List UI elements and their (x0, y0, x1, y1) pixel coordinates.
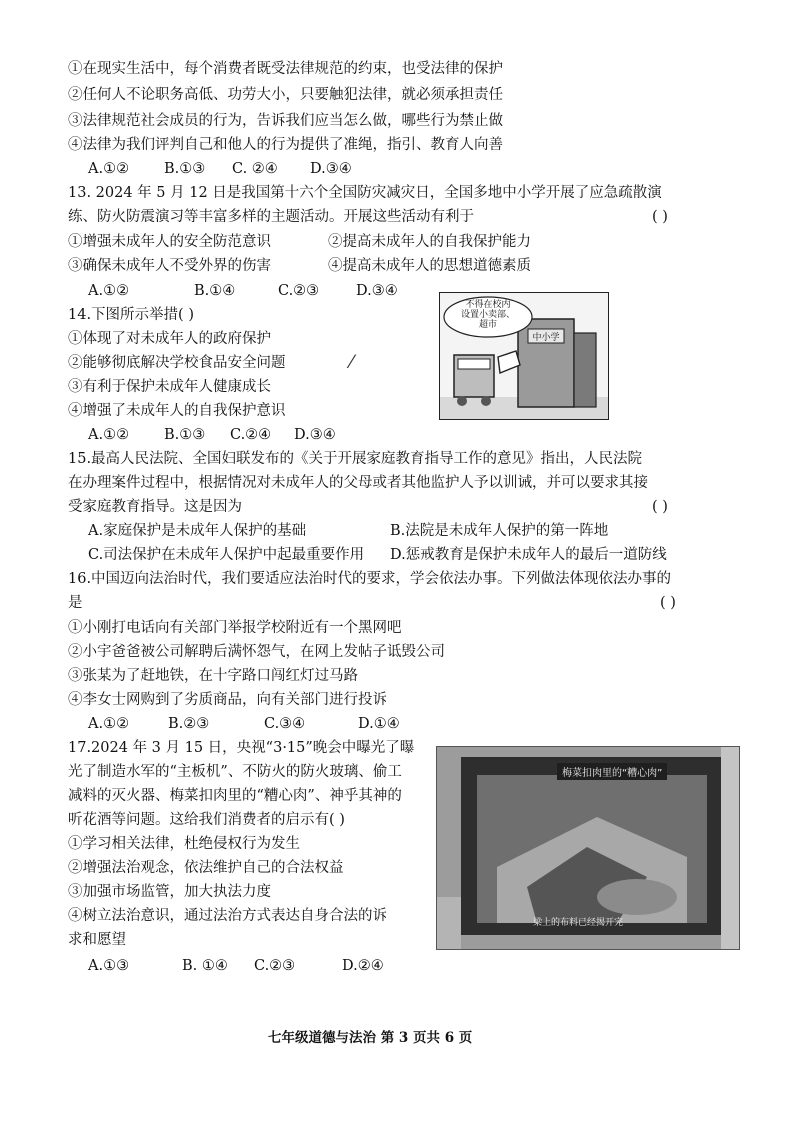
page-footer: 七年级道德与法治 第 3 页共 6 页 (268, 1030, 473, 1046)
q14-option-d: D.③④ (294, 427, 336, 443)
q17-option-d: D.②④ (342, 958, 384, 974)
q17-item-3: ③加强市场监管，加大执法力度 (68, 884, 271, 900)
q15-stem-1: 15.最高人民法院、全国妇联发布的《关于开展家庭教育指导工作的意见》指出，人民法院 (68, 451, 643, 467)
q12-option-b: B.①③ (164, 161, 206, 177)
q12-item-4: ④法律为我们评判自己和他人的行为提供了准绳，指引、教育人向善 (68, 137, 503, 153)
q14-item-1: ①体现了对未成年人的政府保护 (68, 331, 271, 347)
q13-item-4: ④提高未成年人的思想道德素质 (328, 258, 531, 274)
q15-option-b: B.法院是未成年人保护的第一阵地 (390, 523, 609, 539)
q13-option-d: D.③④ (356, 283, 398, 299)
school-sign: 中小学 (532, 333, 560, 343)
q16-stem-1: 16.中国迈向法治时代，我们要适应法治时代的要求，学会依法办事。下列做法体现依法办事的 (68, 571, 672, 587)
q17-item-4: ④树立法治意识，通过法治方式表达自身合法的诉 (68, 908, 387, 924)
q13-item-2: ②提高未成年人的自我保护能力 (328, 234, 531, 250)
q17-tv-screenshot-image (436, 746, 740, 950)
q16-item-4: ④李女士网购到了劣质商品，向有关部门进行投诉 (68, 692, 387, 708)
q15-stem-2: 在办理案件过程中，根据情况对未成年人的父母或者其他监护人予以训诫，并可以要求其接 (68, 475, 648, 491)
q14-item-3: ③有利于保护未成年人健康成长 (68, 379, 271, 395)
q14-option-b: B.①③ (164, 427, 206, 443)
q17-option-b: B. ①④ (182, 958, 228, 974)
tv-caption: 梁上的布料已经揭开完 (533, 918, 624, 928)
q13-answer-paren: ( ) (652, 209, 668, 225)
q13-stem-2: 练、防火防震演习等丰富多样的主题活动。开展这些活动有利于 (68, 209, 474, 225)
bubble-line-1: 不得在校内 (465, 300, 511, 310)
q12-option-c: C. ②④ (232, 161, 278, 177)
q13-stem-1: 13. 2024 年 5 月 12 日是我国第十六个全国防灾减灾日，全国多地中小学开展了应急疏散演 (68, 185, 662, 201)
q16-option-d: D.①④ (358, 716, 400, 732)
q17-stem-2: 光了制造水军的“主板机”、不防火的防火玻璃、偷工 (68, 764, 402, 780)
q17-stem-1: 17.2024 年 3 月 15 日，央视“3·15”晚会中曝光了曝 (68, 740, 415, 756)
q14-item-4: ④增强了未成年人的自我保护意识 (68, 403, 286, 419)
q12-item-1: ①在现实生活中，每个消费者既受法律规范的约束，也受法律的保护 (68, 61, 503, 77)
q16-item-2: ②小宇爸爸被公司解聘后满怀怨气，在网上发帖子诋毁公司 (68, 644, 445, 660)
q17-stem-4: 听花酒等问题。这给我们消费者的启示有( ) (68, 812, 345, 828)
q17-option-a: A.①③ (88, 958, 130, 974)
q14-cartoon-image (439, 292, 609, 420)
q16-option-a: A.①② (88, 716, 130, 732)
q14-option-c: C.②④ (230, 427, 272, 443)
q13-item-3: ③确保未成年人不受外界的伤害 (68, 258, 271, 274)
q16-item-3: ③张某为了赶地铁，在十字路口闯红灯过马路 (68, 668, 358, 684)
bubble-line-3: 超市 (478, 320, 497, 330)
q17-stem-3: 减料的灭火器、梅菜扣肉里的“糟心肉”、神乎其神的 (68, 788, 402, 804)
q14-option-a: A.①② (88, 427, 130, 443)
bubble-line-2: 设置小卖部、 (460, 310, 515, 320)
q14-item-2: ②能够彻底解决学校食品安全问题 (68, 355, 286, 371)
q13-option-a: A.①② (88, 283, 130, 299)
q16-answer-paren: ( ) (660, 595, 676, 611)
q13-item-1: ①增强未成年人的安全防范意识 (68, 234, 271, 250)
q16-option-c: C.③④ (264, 716, 306, 732)
tv-title-banner: 梅菜扣肉里的“糟心肉” (557, 763, 667, 780)
pencil-mark: ⁄ (350, 352, 354, 373)
cartoon-bubble (452, 300, 524, 330)
q16-item-1: ①小刚打电话向有关部门举报学校附近有一个黑网吧 (68, 620, 402, 636)
q16-stem-2: 是 (68, 595, 83, 611)
q12-option-d: D.③④ (310, 161, 352, 177)
q17-item-1: ①学习相关法律，杜绝侵权行为发生 (68, 836, 300, 852)
q12-item-2: ②任何人不论职务高低、功劳大小，只要触犯法律，就必须承担责任 (68, 87, 503, 103)
q15-option-a: A.家庭保护是未成年人保护的基础 (88, 523, 307, 539)
q15-option-c: C.司法保护在未成年人保护中起最重要作用 (88, 547, 365, 563)
q16-option-b: B.②③ (168, 716, 210, 732)
q17-option-c: C.②③ (254, 958, 296, 974)
q15-option-d: D.惩戒教育是保护未成年人的最后一道防线 (390, 547, 667, 563)
q13-option-b: B.①④ (194, 283, 236, 299)
q15-answer-paren: ( ) (652, 499, 668, 515)
q13-option-c: C.②③ (278, 283, 320, 299)
q12-option-a: A.①② (88, 161, 130, 177)
q17-item-2: ②增强法治观念，依法维护自己的合法权益 (68, 860, 344, 876)
q14-stem: 14.下图所示举措( ) (68, 307, 194, 323)
q12-item-3: ③法律规范社会成员的行为，告诉我们应当怎么做，哪些行为禁止做 (68, 113, 503, 129)
q17-item-4-cont: 求和愿望 (68, 932, 126, 948)
q15-stem-3: 受家庭教育指导。这是因为 (68, 499, 242, 515)
